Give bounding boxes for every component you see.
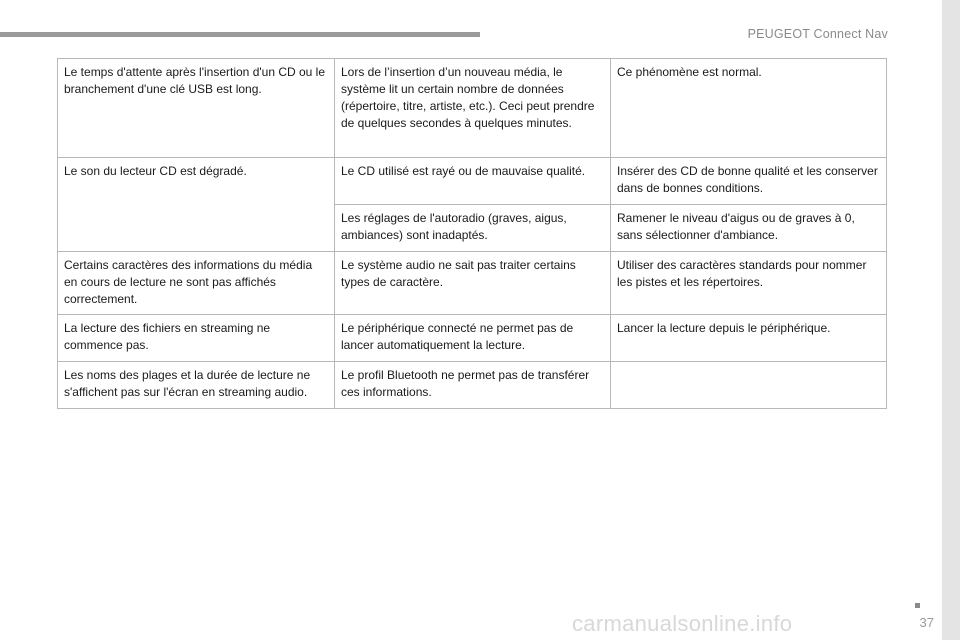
table-row xyxy=(58,158,887,205)
cause-cell: Les réglages de l'autoradio (graves, aigus, ambiances) sont inadaptés. xyxy=(335,205,611,252)
solution-cell: Utiliser des caractères standards pour nommer les pistes et les répertoires. xyxy=(611,252,887,315)
solution-cell xyxy=(611,362,887,409)
watermark: carmanualsonline.info xyxy=(572,611,793,636)
question-cell: Le temps d'attente après l'insertion d'un CD ou le branchement d'une clé USB est long. xyxy=(58,59,335,158)
page-header-title: PEUGEOT Connect Nav xyxy=(747,27,888,41)
solution-cell: Insérer des CD de bonne qualité et les conserver dans de bonnes conditions. xyxy=(611,158,887,205)
table-row xyxy=(58,59,887,158)
cause-cell: Le CD utilisé est rayé ou de mauvaise qualité. xyxy=(335,158,611,205)
question-cell: La lecture des fichiers en streaming ne commence pas. xyxy=(58,315,335,362)
solution-cell: Ce phénomène est normal. xyxy=(611,59,887,158)
page-marker xyxy=(915,603,920,608)
cause-cell: Le système audio ne sait pas traiter certains types de caractère. xyxy=(335,252,611,315)
cause-cell: Lors de l’insertion d’un nouveau média, le système lit un certain nombre de données (répertoire, titre, artiste, etc.). Ceci peut prendre de quelques secondes à quelques minutes. xyxy=(335,59,611,158)
table-row xyxy=(58,252,887,315)
header-rule xyxy=(0,32,480,37)
troubleshooting-table xyxy=(57,58,887,409)
cause-cell: Le périphérique connecté ne permet pas de lancer automatiquement la lecture. xyxy=(335,315,611,362)
page-number: 37 xyxy=(919,615,934,630)
question-cell: Certains caractères des informations du média en cours de lecture ne sont pas affichés correctement. xyxy=(58,252,335,315)
cause-cell: Le profil Bluetooth ne permet pas de transférer ces informations. xyxy=(335,362,611,409)
table-row xyxy=(58,362,887,409)
table-row xyxy=(58,315,887,362)
question-cell: Le son du lecteur CD est dégradé. xyxy=(58,158,335,252)
side-edge-strip xyxy=(942,0,960,640)
solution-cell: Ramener le niveau d'aigus ou de graves à 0, sans sélectionner d'ambiance. xyxy=(611,205,887,252)
question-cell: Les noms des plages et la durée de lecture ne s'affichent pas sur l'écran en streaming audio. xyxy=(58,362,335,409)
solution-cell: Lancer la lecture depuis le périphérique. xyxy=(611,315,887,362)
